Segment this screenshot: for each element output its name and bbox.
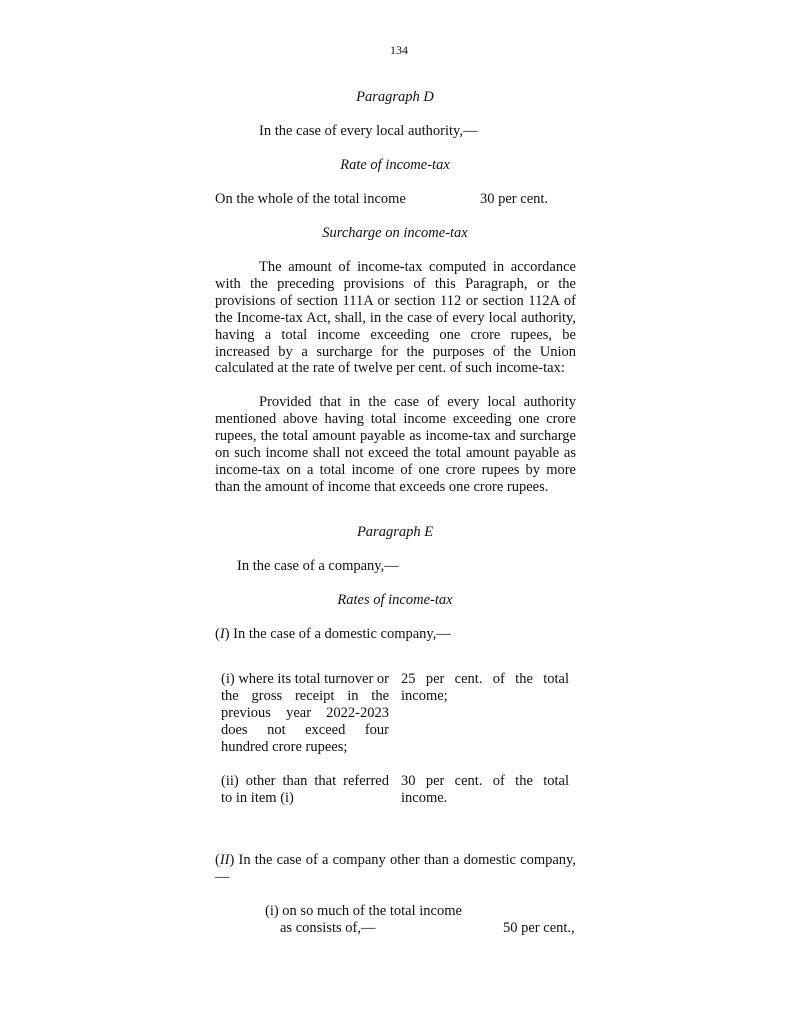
domestic-company-clause: (I) In the case of a domestic company,—	[215, 626, 451, 642]
rate-table-row-1-condition: (i) where its total turnover or the gross receipt in the previous year 2022-2023 does not exceed four hundred crore rupees;	[221, 671, 389, 755]
rate-heading: Rate of income-tax	[340, 157, 450, 173]
rates-heading: Rates of income-tax	[337, 592, 453, 608]
rate-table-row-2-rate: 30 per cent. of the total income.	[401, 773, 569, 806]
clause-marker-I: I	[219, 626, 225, 642]
paragraph-e-heading: Paragraph E	[356, 524, 434, 540]
foreign-item-rate: 50 per cent.,	[503, 920, 575, 936]
surcharge-text: The amount of income-tax computed in accordance with the preceding provisions of this Paragraph, or the provisions of section 111A or section 112 or section 112A of the Income-tax Act, shall, in the case of every local authority, having a total income exceeding one crore rupees, be increased by a surcharge for the purposes of the Union calculated at the rate of twelve per cent. of such income-tax:	[215, 259, 576, 377]
rate-value: 30 per cent.	[480, 191, 549, 207]
foreign-clause-text: In the case of a company other than a domestic company,—	[215, 852, 576, 885]
rate-table-row-2-condition: (ii) other than that referred to in item (i)	[221, 773, 389, 806]
rate-label: On the whole of the total income	[215, 191, 406, 207]
foreign-company-clause: (II) In the case of a company other than a domestic company,—	[215, 852, 576, 885]
surcharge-heading: Surcharge on income-tax	[322, 225, 468, 241]
domestic-clause-text: In the case of a domestic company,—	[229, 626, 451, 642]
foreign-item-line-1: (i) on so much of the total income	[265, 903, 462, 919]
proviso-text: Provided that in the case of every local authority mentioned above having total income exceeding one crore rupees, the total amount payable as income-tax and surcharge on such income shall not exceed the total amount payable as income-tax on a total income of one crore rupees by more than the amount of income that exceeds one crore rupees.	[215, 394, 576, 495]
rate-table-row-1-rate: 25 per cent. of the total income;	[401, 671, 569, 704]
paragraph-d-intro: In the case of every local authority,—	[259, 123, 478, 139]
paragraph-d-heading: Paragraph D	[356, 89, 434, 105]
paragraph-e-intro: In the case of a company,—	[237, 558, 399, 574]
foreign-item-line-2: as consists of,—	[280, 920, 376, 936]
page-number: 134	[390, 43, 408, 57]
clause-marker-II: II	[219, 852, 230, 868]
